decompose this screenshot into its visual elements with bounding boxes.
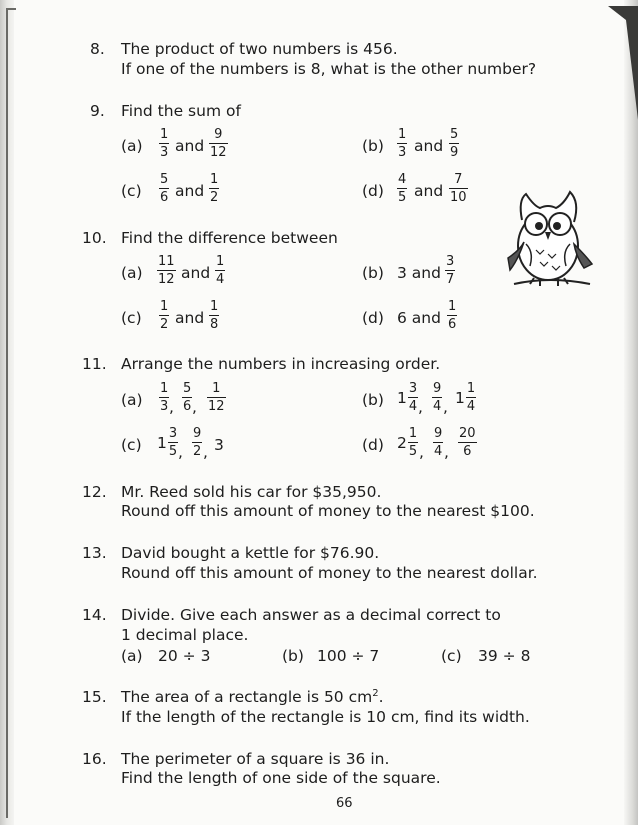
part-label: (a) [121,264,143,282]
fraction: 9 12 [210,127,227,160]
and-text: and [414,137,444,155]
fraction: 1 6 [448,299,457,332]
division-expression: 20 ÷ 3 [158,647,211,665]
comma: , [418,398,423,416]
question-number: 11. [82,355,107,373]
fraction: 4 5 [398,172,407,205]
item-text: 3 [214,436,224,454]
part-label: (a) [121,647,143,665]
part-label: (b) [362,137,384,155]
and-text: and [175,137,205,155]
question-text: 1 decimal place. [121,626,249,644]
question-text: If the length of the rectangle is 10 cm, find its width. [121,708,530,726]
fraction: 5 9 [450,127,459,160]
fraction: 1 2 [210,172,219,205]
item-text: 6 and [397,309,441,327]
division-expression: 100 ÷ 7 [317,647,380,665]
page-binding-edge [0,0,14,825]
question-number: 10. [82,229,107,247]
and-text: and [414,182,444,200]
item-text: 3 and [397,264,441,282]
question-number: 13. [82,544,107,562]
question-text: Divide. Give each answer as a decimal correct to [121,606,501,624]
fraction: 1 3 [160,127,169,160]
question-text: If one of the numbers is 8, what is the other number? [121,60,537,78]
owl-illustration [500,180,600,290]
part-label: (a) [121,137,143,155]
question-text: The product of two numbers is 456. [121,40,398,58]
fraction: 3 7 [446,254,455,287]
mixed-number: 1 $\frac{3}{4}$ [397,381,418,414]
question-number: 15. [82,688,107,706]
part-label: (b) [282,647,304,665]
part-label: (c) [121,309,142,327]
part-label: (d) [362,436,384,454]
question-text: David bought a kettle for $76.90. [121,544,380,562]
fraction: 11 12 [158,254,175,287]
comma: , [419,443,424,461]
part-label: (d) [362,309,384,327]
question-text: The area of a rectangle is 50 $cm^2$. [121,688,384,707]
part-label: (c) [441,647,462,665]
mixed-number: 1 $\frac{1}{4}$ [455,381,476,414]
question-text: Round off this amount of money to the nearest dollar. [121,564,538,582]
fraction: 9 2 [193,426,202,459]
division-expression: 39 ÷ 8 [478,647,531,665]
question-text: The perimeter of a square is 36 in. [121,750,390,768]
fraction: 1 3 [160,381,169,414]
and-text: and [181,264,211,282]
question-text: Find the difference between [121,229,338,247]
question-number: 9. [90,102,105,120]
part-label: (d) [362,182,384,200]
page-right-edge [624,0,638,825]
fraction: 9 4 [433,381,442,414]
fraction: 1 12 [208,381,225,414]
question-number: 14. [82,606,107,624]
part-label: (c) [121,182,142,200]
part-label: (c) [121,436,142,454]
part-label: (b) [362,391,384,409]
question-text: Mr. Reed sold his car for $35,950. [121,483,382,501]
question-number: 8. [90,40,105,58]
fraction: 5 6 [160,172,169,205]
question-text: Find the length of one side of the square. [121,769,441,787]
mixed-number: 2 $\frac{1}{5}$ [397,426,418,459]
comma: , [169,398,174,416]
fraction: 7 10 [450,172,467,205]
comma: , [444,443,449,461]
and-text: and [175,309,205,327]
fraction: 1 4 [216,254,225,287]
comma: , [192,398,197,416]
comma: , [443,398,448,416]
fraction: 1 3 [398,127,407,160]
and-text: and [175,182,205,200]
part-label: (a) [121,391,143,409]
mixed-number: 1 $\frac{3}{5}$ [157,426,178,459]
question-number: 12. [82,483,107,501]
comma: , [178,443,183,461]
question-text: Arrange the numbers in increasing order. [121,355,441,373]
part-label: (b) [362,264,384,282]
page-number: 66 [336,796,353,811]
fraction: 5 6 [183,381,192,414]
page-corner-shadow [604,0,638,120]
question-text: Find the sum of [121,102,241,120]
question-text: Round off this amount of money to the nearest $100. [121,502,535,520]
comma: , [203,443,208,461]
fraction: 20 6 [459,426,476,459]
fraction: 9 4 [434,426,443,459]
fraction: 1 2 [160,299,169,332]
question-number: 16. [82,750,107,768]
fraction: 1 8 [210,299,219,332]
